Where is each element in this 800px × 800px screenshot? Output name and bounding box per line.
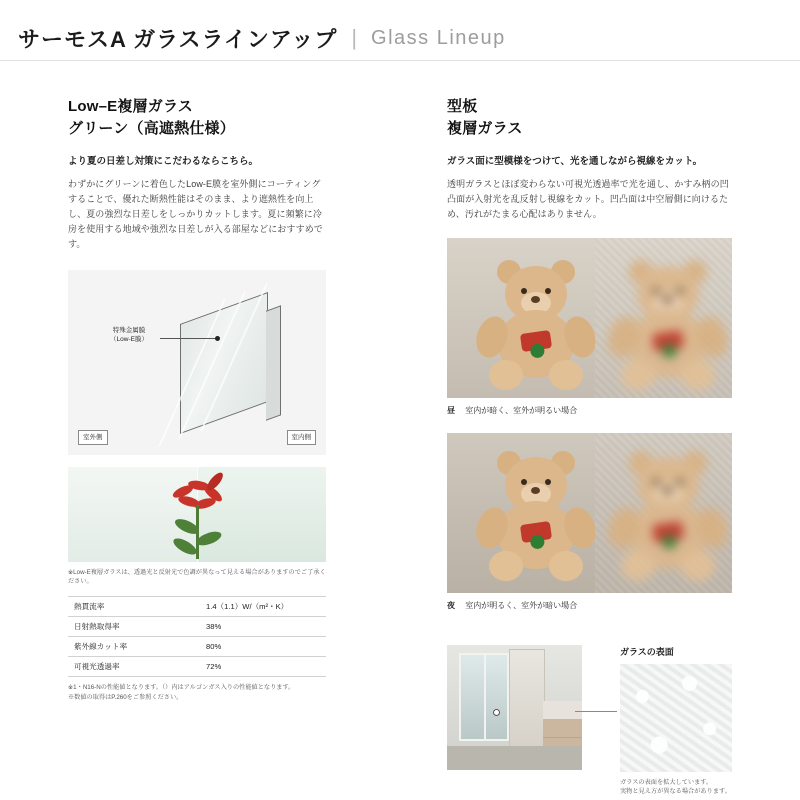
- left-section-title-line2: グリーン（高遮熱仕様）: [68, 120, 235, 137]
- spec-value: 38%: [200, 617, 326, 637]
- bathroom-room-photo: [447, 645, 582, 770]
- right-body-text: 透明ガラスとほぼ変わらない可視光透過率で光を通し、かすみ柄の凹凸面が入射光を乱反射し視線をカット。凹凸面は中空層側に向けるため、汚れがたまる心配はありません。: [447, 179, 729, 219]
- callout-label-line1: 特殊金属膜: [112, 327, 146, 334]
- caption-day-text: 室内が暗く、室外が明るい場合: [465, 406, 578, 415]
- spec-value: 72%: [200, 657, 326, 677]
- flower-comparison-photo: [68, 467, 326, 562]
- spec-value: 80%: [200, 637, 326, 657]
- left-section-title-line1: Low–E複層ガラス: [68, 98, 193, 115]
- page-title: サーモスA ガラスラインアップ: [18, 26, 338, 52]
- caption-night-label: 夜: [447, 601, 455, 610]
- table-row: [68, 597, 326, 617]
- teddy-photo-day: [447, 238, 732, 398]
- spec-key: 可視光透過率: [68, 657, 200, 677]
- caption-day-label: 昼: [447, 406, 455, 415]
- spec-key: 熱貫流率: [68, 597, 200, 617]
- section-figured-glass: [447, 96, 732, 612]
- right-section-title-line2: 複層ガラス: [447, 120, 523, 137]
- glass-surface-column: [620, 645, 732, 796]
- glass-surface-note: [620, 778, 732, 796]
- teddy-photo-night: [447, 433, 732, 593]
- spec-key: 日射熱取得率: [68, 617, 200, 637]
- right-section-title-line1: 型板: [447, 98, 478, 115]
- zoom-point-marker: [493, 709, 500, 716]
- table-row: [68, 657, 326, 677]
- spec-value: 1.4（1.1）W/（m²・K）: [200, 597, 326, 617]
- photo-clear-side: [447, 238, 595, 398]
- glass-surface-title: ガラスの表面: [620, 647, 674, 657]
- photo-figured-glass-side: [595, 238, 732, 398]
- callout-leader-line: [160, 338, 218, 339]
- section-lowe-green: [68, 96, 326, 702]
- glass-panel-front: [180, 292, 268, 434]
- tag-inside: 室内側: [287, 430, 317, 445]
- callout-label: [98, 326, 160, 344]
- page-header: [18, 16, 782, 60]
- callout-point: [215, 336, 220, 341]
- header-divider: |: [351, 25, 358, 50]
- caption-night-text: 室内が明るく、室外が暗い場合: [465, 601, 578, 610]
- left-lead-text: より夏の日差し対策にこだわるならこちら。: [68, 156, 259, 167]
- spec-footnote-2: ※数値の取得はP.260をご参照ください。: [68, 694, 183, 701]
- callout-label-line2: （Low-E膜）: [110, 336, 148, 343]
- room-floor: [447, 746, 582, 770]
- glass-surface-note-line2: 実物と見え方が異なる場合があります。: [620, 788, 731, 795]
- zoom-leader-line: [575, 711, 617, 712]
- photo-figured-glass-side: [595, 433, 732, 593]
- spec-table: [68, 596, 326, 677]
- flower-photo-note: ※Low-E複層ガラスは、透過光と反射光で色調が異なって見える場合がありますのでご了承ください。: [68, 569, 326, 585]
- table-row: [68, 617, 326, 637]
- page-subtitle: Glass Lineup: [371, 26, 506, 49]
- left-section-title: [68, 96, 326, 140]
- panel-streak: [200, 283, 267, 431]
- glass-panel-diagram: [68, 270, 326, 455]
- spec-key: 紫外線カット率: [68, 637, 200, 657]
- window-mullion: [484, 655, 486, 739]
- glass-surface-group: [447, 645, 732, 796]
- photo-clear-side: [447, 433, 595, 593]
- texture-pattern: [620, 664, 732, 772]
- right-section-title: [447, 96, 732, 140]
- caption-night: [447, 600, 732, 612]
- panel-streak: [178, 291, 245, 439]
- glass-panel-edge: [266, 305, 281, 420]
- panel-streak: [158, 299, 225, 447]
- header-rule: [0, 60, 800, 61]
- spec-footnote-1: ※1・N16-Nの性能値となります。（）内はアルゴンガス入りの性能値となります。: [68, 684, 295, 691]
- left-body-text: わずかにグリーンに着色したLow-E膜を室外側にコーティングすることで、優れた断熱性能はそのまま、より遮熱性を向上し、夏の強烈な日差しをしっかりカットします。夏に頻繁に冷房を使用する地域や強烈な日差しが入る部屋などにおすすめです。: [68, 179, 323, 249]
- tag-outside: 室外側: [78, 430, 108, 445]
- table-row: [68, 637, 326, 657]
- room-door: [509, 649, 545, 747]
- glass-surface-texture-photo: [620, 664, 732, 772]
- glass-surface-note-line1: ガラスの表面を拡大しています。: [620, 779, 713, 786]
- room-window: [459, 653, 509, 741]
- glass-surface-row: [447, 645, 732, 796]
- caption-day: [447, 405, 732, 417]
- flower-graphic: [144, 471, 250, 559]
- room-counter: [543, 701, 582, 719]
- right-lead-text: ガラス面に型模様をつけて、光を通しながら視線をカット。: [447, 156, 703, 167]
